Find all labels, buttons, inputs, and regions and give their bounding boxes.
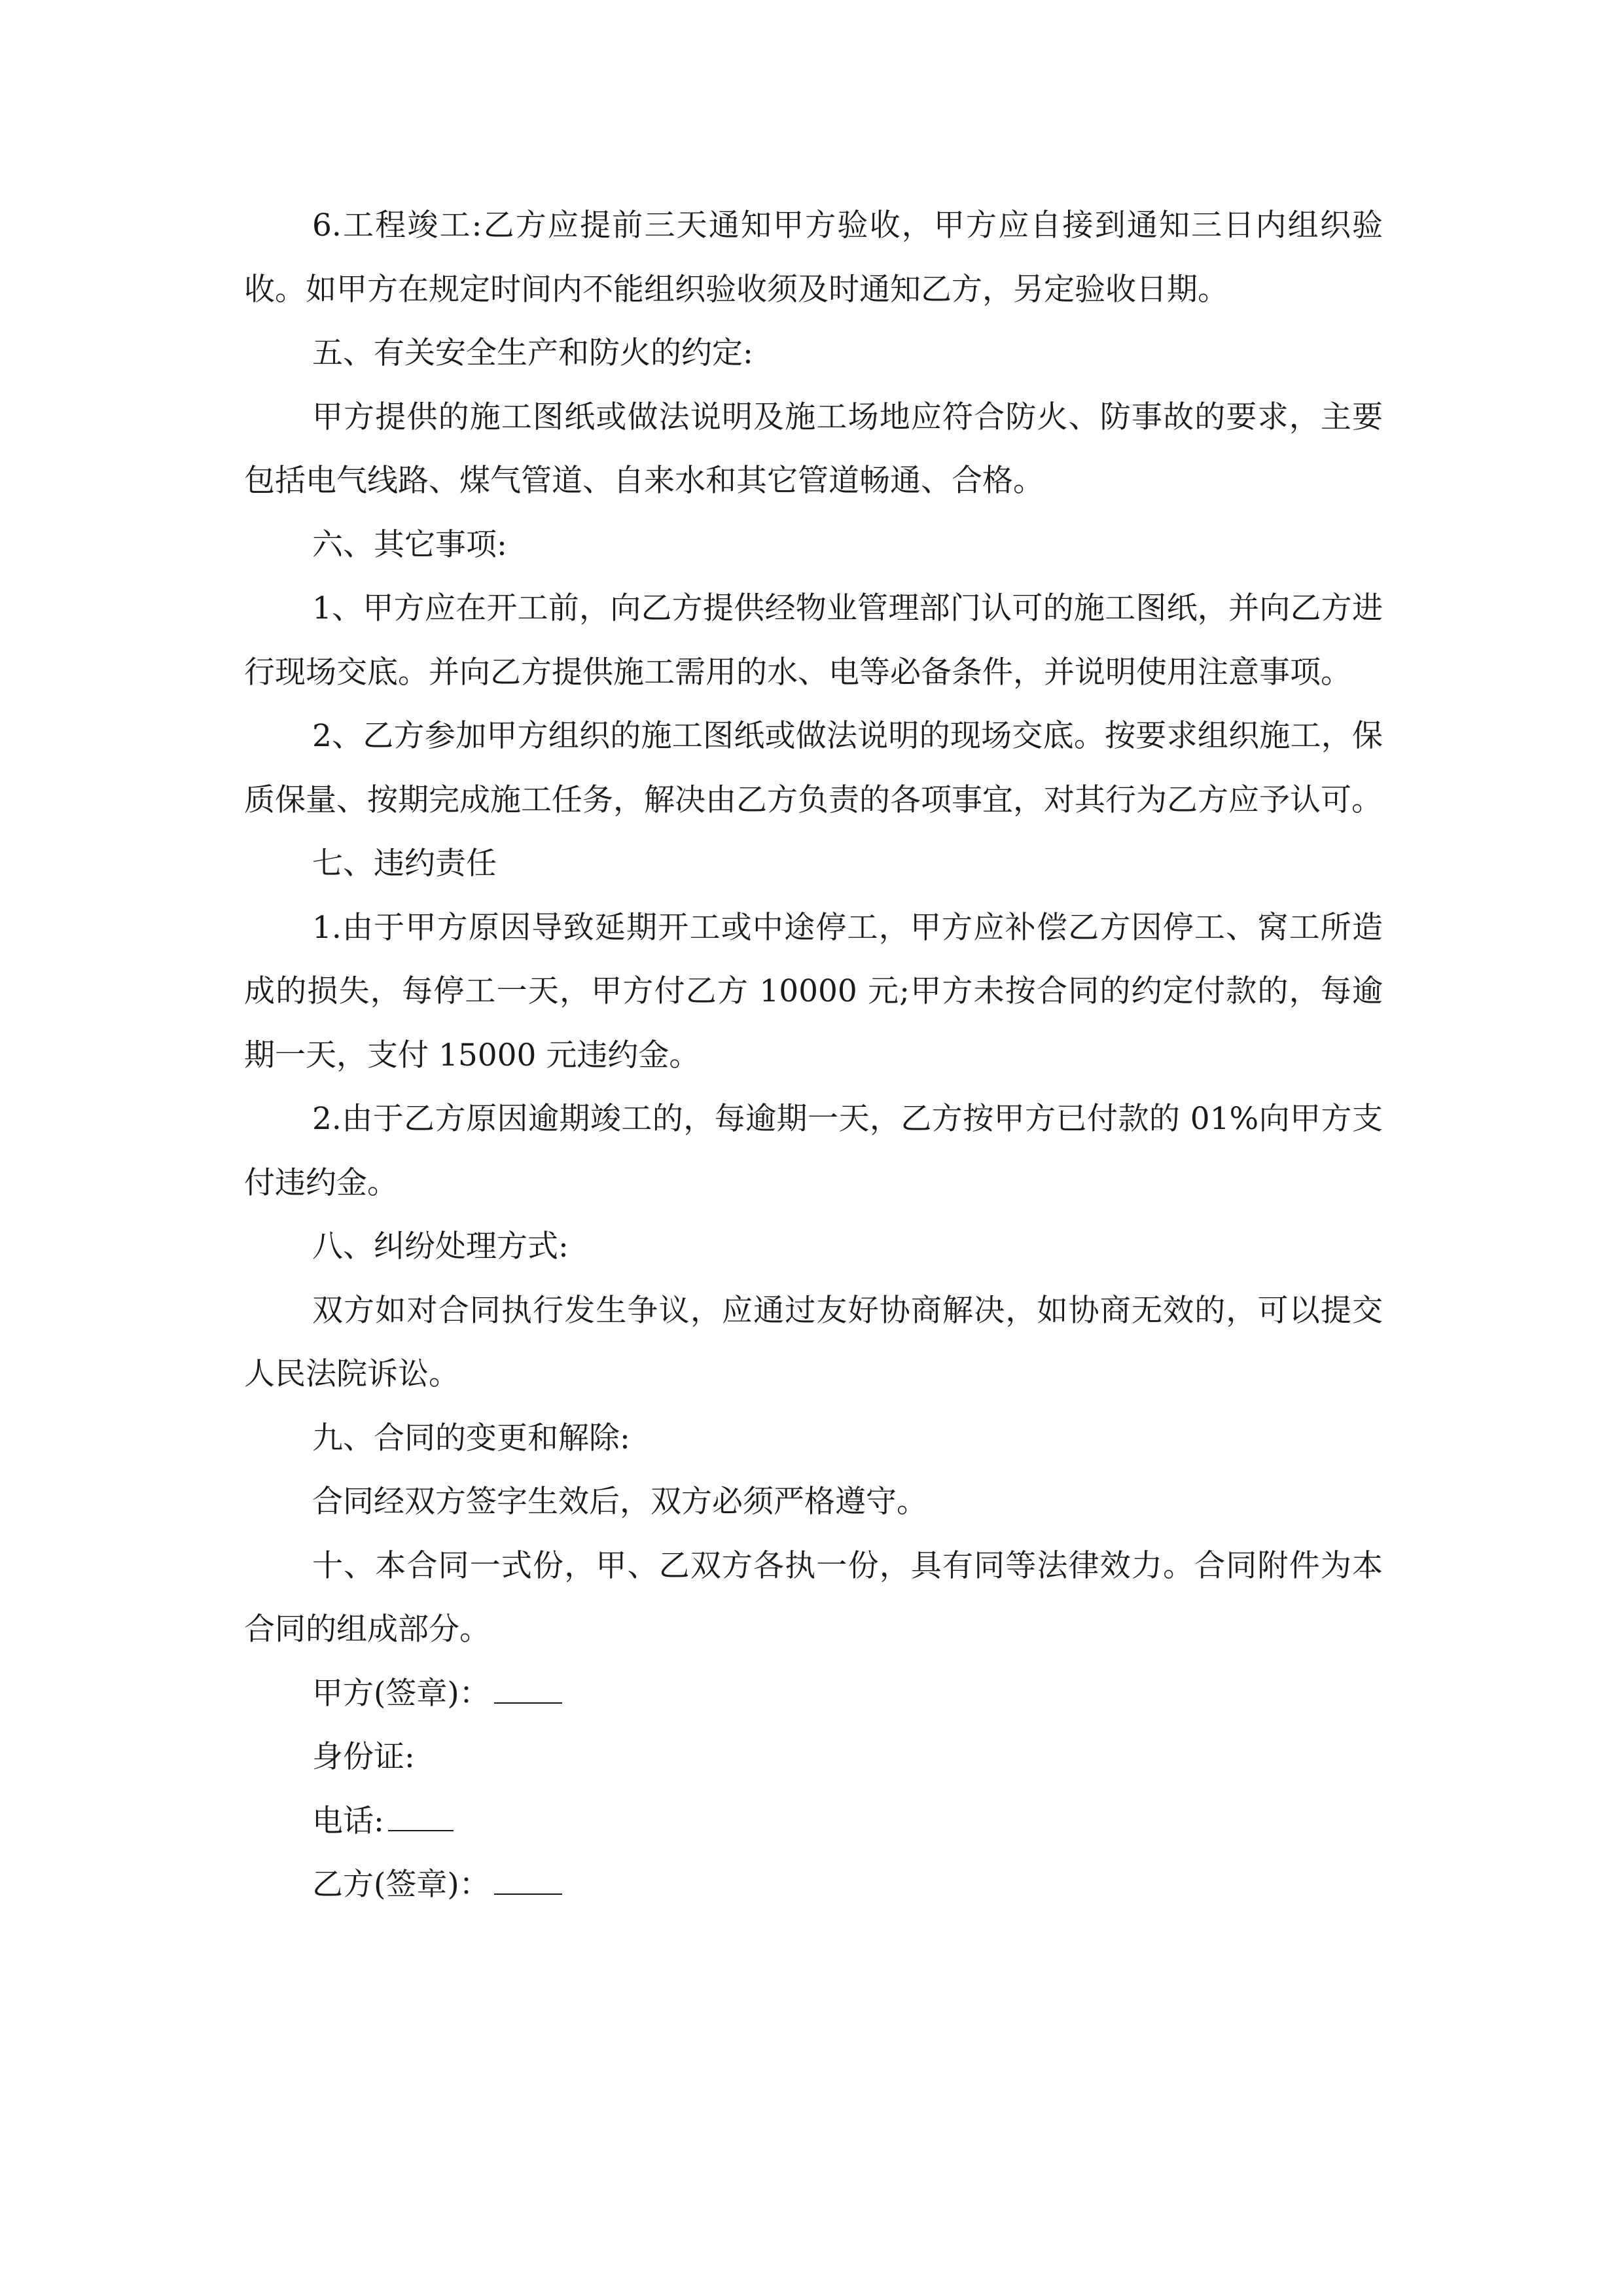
signature-party-a-blank[interactable] <box>494 1683 562 1704</box>
signature-party-b <box>244 1853 1383 1917</box>
paragraph-breach-2: 2.由于乙方原因逾期竣工的，每逾期一天，乙方按甲方已付款的 01%向甲方支付违约金。 <box>244 1101 1383 1201</box>
signature-party-b-blank[interactable] <box>494 1874 562 1895</box>
signature-id-card <box>244 1725 1383 1789</box>
paragraph-other-1: 1、甲方应在开工前，向乙方提供经物业管理部门认可的施工图纸，并向乙方进行现场交底。并向乙方提供施工需用的水、电等必备条件，并说明使用注意事项。 <box>244 590 1383 691</box>
paragraph-safety: 甲方提供的施工图纸或做法说明及施工场地应符合防火、防事故的要求，主要包括电气线路、煤气管道、自来水和其它管道畅通、合格。 <box>244 399 1383 499</box>
heading-other-matters: 六、其它事项: <box>312 526 507 563</box>
signature-phone <box>244 1789 1383 1854</box>
paragraph-amendment: 合同经双方签字生效后，双方必须严格遵守。 <box>312 1484 927 1520</box>
paragraph-dispute: 双方如对合同执行发生争议，应通过友好协商解决，如协商无效的，可以提交人民法院诉讼。 <box>244 1292 1383 1392</box>
heading-safety: 五、有关安全生产和防火的约定: <box>312 335 753 371</box>
paragraph-completion: 6.工程竣工:乙方应提前三天通知甲方验收，甲方应自接到通知三日内组织验收。如甲方在规定时间内不能组织验收须及时通知乙方，另定验收日期。 <box>244 207 1383 308</box>
signature-id-card-label: 身份证: <box>312 1739 415 1775</box>
signature-party-a <box>244 1662 1383 1726</box>
heading-dispute: 八、纠纷处理方式: <box>312 1229 569 1265</box>
signature-phone-blank[interactable] <box>388 1810 454 1831</box>
paragraph-other-2: 2、乙方参加甲方组织的施工图纸或做法说明的现场交底。按要求组织施工，保质保量、按期完成施工任务，解决由乙方负责的各项事宜，对其行为乙方应予认可。 <box>244 718 1383 818</box>
paragraph-breach-1: 1.由于甲方原因导致延期开工或中途停工，甲方应补偿乙方因停工、窝工所造成的损失，每停工一天，甲方付乙方 10000 元;甲方未按合同的约定付款的，每逾期一天，支付 15000 元违约金。 <box>244 909 1383 1073</box>
paragraph-copies: 十、本合同一式份，甲、乙双方各执一份，具有同等法律效力。合同附件为本合同的组成部分。 <box>244 1547 1383 1647</box>
signature-party-a-label: 甲方(签章)： <box>312 1675 490 1712</box>
heading-breach: 七、违约责任 <box>312 846 497 882</box>
contract-body <box>244 194 1383 1917</box>
heading-amendment: 九、合同的变更和解除: <box>312 1420 630 1456</box>
signature-party-b-label: 乙方(签章)： <box>312 1867 490 1903</box>
signature-phone-label: 电话: <box>312 1803 384 1839</box>
